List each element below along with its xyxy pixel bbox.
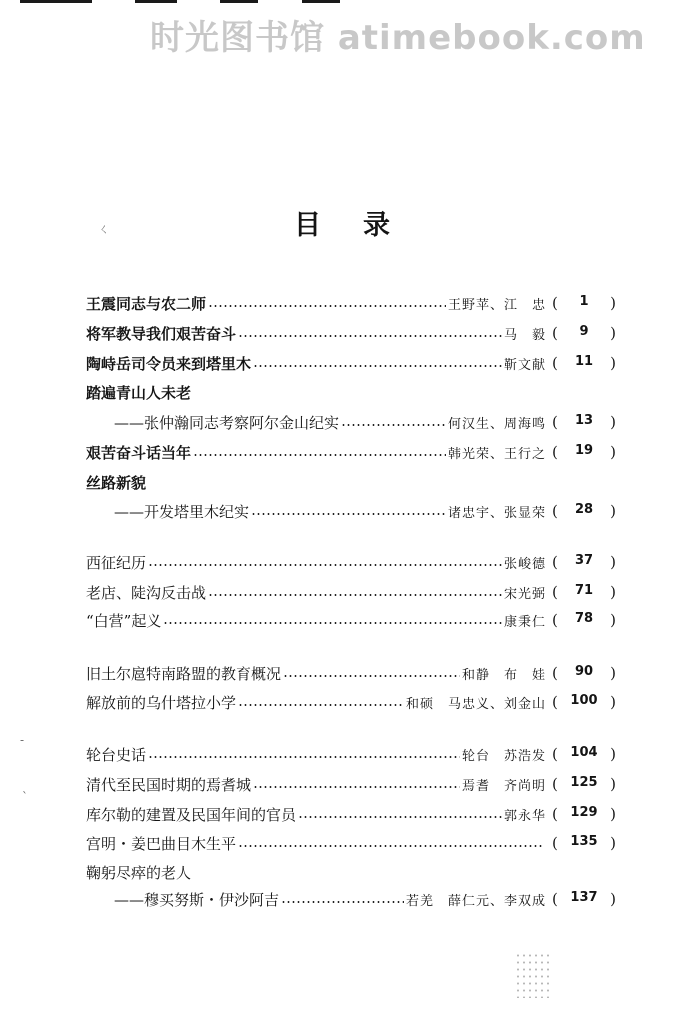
entry-title: 丝路新貌 <box>86 473 147 492</box>
page-number: 11 <box>574 354 594 369</box>
scan-speck: ㄑ <box>98 222 111 236</box>
toc-entry[interactable] <box>86 660 616 686</box>
toc-entry[interactable] <box>86 350 616 376</box>
page-ref: ( 104 ) <box>552 745 616 763</box>
dot-leader <box>163 622 502 624</box>
entry-title: 艰苦奋斗话当年 <box>86 443 192 462</box>
dot-leader <box>253 786 460 788</box>
page-ref: ( 125 ) <box>552 775 616 793</box>
entry-author: 王野苹、江 忠 <box>447 297 546 313</box>
page-ref: ( 129 ) <box>552 805 616 823</box>
toc-entry[interactable] <box>86 579 616 605</box>
page-ref: ( 37 ) <box>552 553 616 571</box>
page-ref: ( 11 ) <box>552 354 616 372</box>
entry-title: 老店、陡沟反击战 <box>86 583 207 602</box>
dot-leader <box>283 675 460 677</box>
page-number: 90 <box>574 664 594 679</box>
entry-subtitle: ——穆买努斯・伊沙阿吉 <box>114 890 280 909</box>
page-ref: ( 90 ) <box>552 664 616 682</box>
page-title: 目录 <box>294 210 432 241</box>
entry-author: 靳文献 <box>503 357 546 373</box>
toc-entry-subtitle[interactable] <box>114 886 616 912</box>
page-number: 78 <box>574 611 594 626</box>
toc-entry[interactable] <box>86 549 616 575</box>
entry-title: 宫明・姜巴曲目木生平 <box>86 834 237 853</box>
page-number: 100 <box>570 693 598 708</box>
entry-subtitle: ——开发塔里木纪实 <box>114 502 250 521</box>
entry-author: 焉耆 齐尚明 <box>461 778 546 794</box>
page-ref: ( 13 ) <box>552 413 616 431</box>
margin-speck: - <box>20 733 25 747</box>
entry-title: 库尔勒的建置及民国年间的官员 <box>86 805 297 824</box>
entry-author: 和硕 马忠义、刘金山 <box>405 696 546 712</box>
entry-author: 郭永华 <box>503 808 546 824</box>
entry-author: 诸忠宇、张显荣 <box>447 505 546 521</box>
page-number: 135 <box>570 834 598 849</box>
toc-entry[interactable] <box>86 607 616 633</box>
page-ref: ( 28 ) <box>552 502 616 520</box>
page-ref: ( 1 ) <box>552 294 616 312</box>
entry-author: 若羌 薛仁元、李双成 <box>405 893 546 909</box>
toc-entry[interactable] <box>86 290 616 316</box>
page-number: 9 <box>579 324 589 339</box>
page-ref: ( 137 ) <box>552 890 616 908</box>
watermark: 时光图书馆 atimebook.com <box>150 18 646 58</box>
entry-title: 鞠躬尽瘁的老人 <box>86 863 192 882</box>
page-number: 28 <box>574 502 594 517</box>
entry-title: “白营”起义 <box>86 611 162 630</box>
entry-title: 踏遍青山人未老 <box>86 383 192 402</box>
page-number: 137 <box>570 890 598 905</box>
entry-title: 陶峙岳司令员来到塔里木 <box>86 354 252 373</box>
dot-leader <box>238 845 544 847</box>
margin-speck: ˋ <box>22 790 28 804</box>
dot-leader <box>148 756 460 758</box>
page-ref: ( 19 ) <box>552 443 616 461</box>
entry-title: 解放前的乌什塔拉小学 <box>86 693 237 712</box>
page-ref: ( 100 ) <box>552 693 616 711</box>
entry-author: 何汉生、周海鸣 <box>447 416 546 432</box>
page-number: 13 <box>574 413 594 428</box>
toc-entry-subtitle[interactable] <box>114 498 616 524</box>
toc-entry-heading[interactable] <box>86 469 616 495</box>
entry-title: 清代至民国时期的焉耆城 <box>86 775 252 794</box>
entry-title: 王震同志与农二师 <box>86 294 207 313</box>
dot-leader <box>193 454 446 456</box>
dot-leader <box>251 513 446 515</box>
toc-entry-heading[interactable] <box>86 379 616 405</box>
dot-leader <box>238 335 502 337</box>
toc-entry[interactable] <box>86 689 616 715</box>
dot-leader <box>208 305 446 307</box>
page-number: 1 <box>579 294 589 309</box>
entry-author: 和静 布 娃 <box>461 667 546 683</box>
entry-title: 轮台史话 <box>86 745 147 764</box>
dot-leader <box>281 901 404 903</box>
toc-entry-heading[interactable] <box>86 859 616 885</box>
page-number: 71 <box>574 583 594 598</box>
entry-author: 康秉仁 <box>503 614 546 630</box>
toc-entry[interactable] <box>86 801 616 827</box>
entry-title: 西征纪历 <box>86 553 147 572</box>
page-ref: ( 9 ) <box>552 324 616 342</box>
page-number: 19 <box>574 443 594 458</box>
page-number: 104 <box>570 745 598 760</box>
toc-entry[interactable] <box>86 771 616 797</box>
page-number: 125 <box>570 775 598 790</box>
page-ref: ( 135 ) <box>552 834 616 852</box>
entry-title: 旧土尔扈特南路盟的教育概况 <box>86 664 282 683</box>
entry-subtitle: ——张仲瀚同志考察阿尔金山纪实 <box>114 413 340 432</box>
toc-entry-subtitle[interactable] <box>114 409 616 435</box>
dot-leader <box>298 816 502 818</box>
toc-entry[interactable] <box>86 439 616 465</box>
scan-artifact <box>515 952 551 998</box>
entry-author: 马 毅 <box>503 327 546 343</box>
dot-leader <box>208 594 502 596</box>
dot-leader <box>238 704 404 706</box>
entry-author: 韩光荣、王行之 <box>447 446 546 462</box>
dot-leader <box>148 564 502 566</box>
dot-leader <box>253 365 502 367</box>
page-number: 37 <box>574 553 594 568</box>
page-ref: ( 78 ) <box>552 611 616 629</box>
entry-title: 将军教导我们艰苦奋斗 <box>86 324 237 343</box>
toc-entry[interactable] <box>86 741 616 767</box>
toc-entry[interactable] <box>86 830 616 856</box>
entry-author: 轮台 苏浩发 <box>461 748 546 764</box>
entry-author: 宋光弼 <box>503 586 546 602</box>
dot-leader <box>341 424 446 426</box>
entry-author: 张峻德 <box>503 556 546 572</box>
page-number: 129 <box>570 805 598 820</box>
page-ref: ( 71 ) <box>552 583 616 601</box>
toc-entry[interactable] <box>86 320 616 346</box>
